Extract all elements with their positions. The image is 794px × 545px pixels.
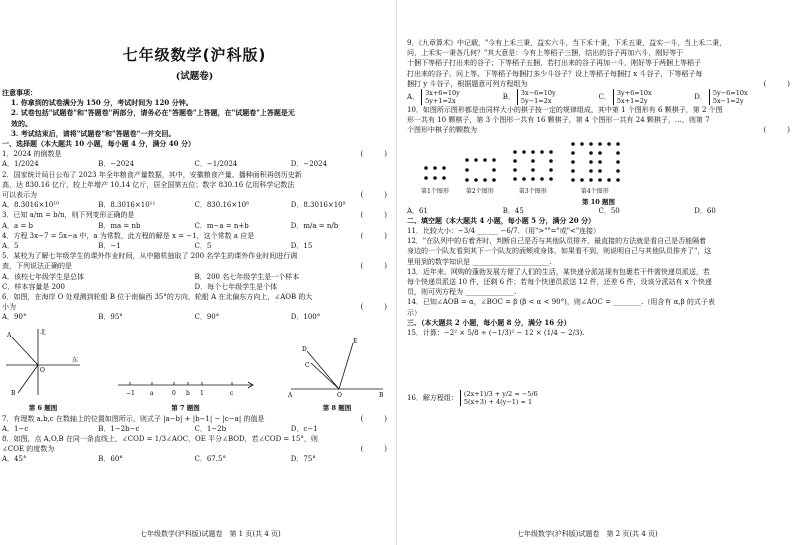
question-16: 16．解方程组： (2x+1)/3 + y/2 = −5/6 5(x+3) + 4(y−1) = 1 (407, 390, 538, 407)
question-5-options: A．该校七年级学生是总体 B．200 名七年级学生是一个样本 (2, 272, 300, 281)
question-8-line: ∠COE 的度数为 ( ) (2, 445, 387, 454)
question-11: 11．比较大小：−3/4 ______ −6/7．（用">""="或"<"连接） (407, 227, 601, 236)
question-9-line: 问，上禾实一秉各几何？"其大意是：今有上等稻子三捆，结出的谷子再加六斗，刚好等于 (407, 49, 684, 58)
section-heading-choice: 一、选择题（本大题共 10 小题，每小题 4 分，满分 40 分） (2, 139, 195, 149)
fig6-label-east: 东 (72, 356, 79, 364)
figure-10-caption: 第 10 题图 (581, 197, 616, 206)
fig6-label-a: A (7, 331, 12, 339)
fig7-tick: b (185, 389, 190, 397)
question-12-line: 身边的一个队友看到其下一个队友的面颊或身体，如果看不到，则说明自己与其他队员排齐了"，这 (407, 247, 712, 256)
note-line: 3. 考试结束后，请将"试题卷"和"答题卷"一并交回。 (11, 128, 176, 138)
figure-8-caption: 第 8 题图 (322, 403, 352, 412)
figure-10 (421, 140, 790, 195)
exam-page-2 (397, 0, 794, 545)
figure-7 (116, 377, 256, 412)
fig6-label-north: 北 (40, 328, 47, 336)
fig8-label-a: A (288, 391, 293, 399)
angle-diagram (287, 337, 387, 399)
section-heading-calc: 三、（本大题共 2 小题，每小题 8 分，满分 16 分） (407, 317, 571, 327)
fig8-label-d: D (302, 345, 307, 353)
question-13-line: 13．近年来，网购的蓬勃发展方便了人们的生活，某快递分派站现有包裹若干件需快递员派送，若 (407, 267, 710, 276)
fig8-label-o: O (337, 391, 342, 399)
fig8-label-e: E (353, 337, 358, 345)
question-2-line: 2．国家统计局日公布了 2023 年全年粮食产量数据，其中，安徽粮食产量、播种面积再创历史新 (2, 170, 302, 179)
question-3-options: A．a = b B．ma = nb C．m−a = n+b D．m/a = n/b (2, 221, 339, 230)
exam-title: 七年级数学(沪科版) (122, 46, 267, 64)
number-line (116, 377, 256, 399)
pattern-figure-2: 第2个图形 (463, 156, 497, 195)
question-7-options: A．1−c B．1−2b−c C．1−2b D．c−1 (2, 424, 318, 433)
question-5-options: C．样本容量是 200 D．每个七年级学生是个体 (2, 282, 278, 291)
question-9-line: 捆打 y 斗谷子，根据题意可列方程组为 ( ) (407, 79, 790, 88)
question-13-line: 每个快递员派送 10 件，还剩 6 件；若每个快递员派送 12 件，还差 6 件，设该分派站有 x 个快递 (407, 278, 712, 287)
question-7: 7．有理数 a,b,c 在数轴上的位置如图所示，则式子 |a−b| + |b−1| − |c−a| 的值是 ( ) (2, 414, 387, 423)
figure-7-caption: 第 7 题图 (171, 403, 200, 412)
fig8-label-b: B (379, 391, 384, 399)
fig6-label-b: B (11, 389, 16, 397)
question-6-options: A．90° B．95° C．90° D．100° (2, 313, 321, 322)
notes-heading: 注意事项： (2, 88, 37, 97)
question-14-line: 示） (407, 308, 421, 317)
question-12-line: 12．"在队列中的右着齐时，判断自己是否与其他队员排齐，最直接的方法就是看自己是否能隔着 (407, 237, 707, 246)
question-12-line: 里用到的数学知识是 ______________________. (407, 257, 552, 266)
question-1-options: A．1/2024 B．−2024 C．−1/2024 D．−2024 (2, 160, 328, 169)
figure-8 (287, 337, 387, 412)
question-5-line: 查，下列说法正确的是 ( ) (2, 262, 387, 271)
fig8-label-c: C (305, 361, 310, 369)
question-8-line: 8．如图，点 A,O,B 在同一条直线上，∠COD = 1/3∠AOC，OE 平分∠BOD，若∠COD = 15°，则 (2, 435, 318, 444)
question-9-line: 9．《九章算术》中记载，"今有上禾三秉，益实六斗，当下禾十秉，下禾五秉，益实一斗，当上禾二秉， (407, 39, 727, 47)
question-2-line: 可以表示为 ( ) (2, 191, 387, 200)
question-2-options: A．8.3016×10¹⁰ B．8.3016×10¹¹ C．830.16×10⁸ D．8.3016×10⁹ (2, 201, 346, 210)
fig7-tick: −1 (125, 389, 135, 397)
figures-row (2, 325, 387, 412)
note-line: 2. 试卷包括"试题卷"和"答题卷"两部分，请务必在"答题卷"上答题，在"试题卷"上答题是无 (11, 108, 295, 118)
compass-diagram (2, 325, 84, 399)
question-4: 4．方程 3x−7 = 5x−a 中，a 为常数，此方程的解是 x = −1，这个常数 a 应是 ( ) (2, 231, 387, 240)
question-13-line: 员，则可列方程为 ______________. (407, 288, 517, 297)
fig7-tick: 1 (199, 389, 204, 397)
question-8-options: A．45° B．60° C．67.5° D．75° (2, 455, 316, 464)
exam-subtitle: (试题卷) (175, 71, 214, 82)
pattern-figure-1: 第1个图形 (421, 164, 449, 195)
pattern-figure-3: 第3个图形 (511, 148, 555, 195)
question-10-line: 个图形中棋子的颗数为 ( ) (407, 126, 790, 135)
question-9-options: A． 3x+6=10y 5y+1=2x B． 3x−6=10y 5y−1=2x C． 3y+6=10x 5x+1=2y D． 5y−6=10x 5x−1=2y (407, 89, 748, 106)
question-10-line: 10．如图所示图形都是由同样大小的棋子按一定的规律组成，其中第 1 个图形有 6 颗棋子，第 2 个图 (407, 106, 723, 115)
question-15: 15．计算：−2² × 5/8 ÷ (−1/3)² − 12 × (1/4 − 2/3). (407, 329, 585, 338)
section-heading-fill: 二、填空题（本大题共 4 小题，每小题 5 分，满分 20 分） (407, 215, 596, 225)
question-2-line: 高，达 830.16 亿斤，较上年增产 10.14 亿斤，居全国第五位；数字 830.16 亿用科学记数法 (2, 180, 295, 189)
note-line: 1. 你拿到的试卷满分为 150 分，考试时间为 120 分钟。 (11, 98, 193, 108)
note-line: 效的。 (11, 118, 32, 128)
fig7-tick: c (229, 389, 233, 397)
fig6-label-o: O (40, 366, 45, 374)
question-9-line: 十捆下等稻子打出来的谷子；下等稻子五捆，若打出来的谷子再加一斗，刚好等于两捆上等稻子 (407, 59, 701, 68)
figure-6-caption: 第 6 题图 (28, 403, 58, 412)
question-3: 3．已知 a/m = b/n，则下列变形正确的是 ( ) (2, 211, 387, 220)
question-10-options: A．61 B．45 C．50 D．60 (407, 206, 716, 215)
question-6-line: 小为 ( ) (2, 303, 387, 312)
pattern-figure-4: 第4个图形 (569, 140, 621, 195)
page-footer: 七年级数学(沪科版)试题卷 第 2 页(共 4 页) (517, 530, 658, 538)
question-9-line: 打出来的谷子。问上等、下等稻子每捆打多少斗谷子？设上等稻子每捆打 x 斗谷子，下等稻子每 (407, 69, 703, 78)
question-5-line: 5．某校为了解七年级学生的课外作业时间，从中随机抽取了 200 名学生的课外作业时间进行调 (2, 252, 298, 261)
page-footer: 七年级数学(沪科版)试题卷 第 1 页(共 4 页) (140, 530, 281, 538)
question-1: 1．2024 的倒数是 ( ) (2, 150, 387, 159)
fig7-tick: a (149, 389, 154, 397)
question-14-line: 14．已知∠AOB = α，∠BOC = β (β < α < 90°)，则∠AOC = ________.（用含有 α,β 的式子表 (407, 298, 715, 307)
question-6-line: 6．如图，在海岸 O 处观测到轮船 B 位于南偏西 35°的方向，轮船 A 在北偏东方向上，∠AOB 的大 (2, 293, 313, 302)
figure-6 (2, 325, 84, 412)
fig7-tick: 0 (171, 389, 176, 397)
question-4-options: A．5 B．−1 C．5 D．15 (2, 242, 313, 251)
question-10-line: 形一共有 10 颗棋子，第 3 个图形一共有 16 颗棋子，第 4 个图形一共有 24 颗棋子，…，则第 7 (407, 116, 710, 125)
